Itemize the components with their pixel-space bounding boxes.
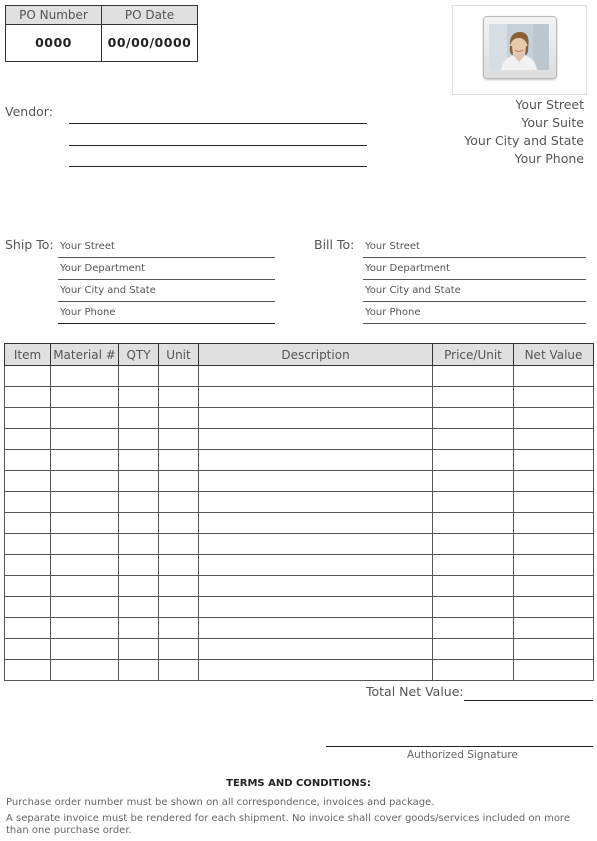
table-cell[interactable] [119,597,159,618]
table-cell[interactable] [51,408,119,429]
table-cell[interactable] [514,576,594,597]
bill-to-line-3 [363,301,586,302]
table-cell[interactable] [5,408,51,429]
table-cell[interactable] [159,639,199,660]
table-cell[interactable] [5,429,51,450]
table-cell[interactable] [119,408,159,429]
table-cell[interactable] [159,534,199,555]
table-cell[interactable] [514,639,594,660]
bill-to-department[interactable]: Your Department [365,263,451,274]
bill-to-street[interactable]: Your Street [365,241,420,252]
vendor-line-2[interactable] [69,145,367,146]
company-phone: Your Phone [514,151,584,166]
table-cell[interactable] [5,387,51,408]
table-cell[interactable] [5,660,51,681]
table-cell[interactable] [51,387,119,408]
po-info-box [5,5,198,62]
table-row [5,660,594,681]
table-cell[interactable] [51,513,119,534]
total-net-value-label: Total Net Value: [366,684,464,699]
table-row [5,450,594,471]
vendor-label: Vendor: [5,104,53,119]
table-cell[interactable] [119,534,159,555]
table-cell[interactable] [159,513,199,534]
ship-to-line-3 [58,301,275,302]
column-header-material: Material # [51,344,119,366]
table-cell[interactable] [433,639,514,660]
table-cell[interactable] [5,597,51,618]
table-cell[interactable] [514,660,594,681]
po-number-label: PO Number [6,6,101,25]
po-number-column [6,6,101,61]
column-header-price-unit: Price/Unit [433,344,514,366]
table-row [5,618,594,639]
table-cell[interactable] [5,576,51,597]
table-cell[interactable] [514,429,594,450]
table-cell[interactable] [433,555,514,576]
table-cell[interactable] [119,387,159,408]
table-cell[interactable] [514,597,594,618]
table-cell[interactable] [514,471,594,492]
table-cell[interactable] [51,450,119,471]
table-cell[interactable] [119,450,159,471]
ship-to-phone[interactable]: Your Phone [60,307,116,318]
table-row [5,471,594,492]
table-cell[interactable] [119,492,159,513]
table-row [5,366,594,387]
bill-to-city-state[interactable]: Your City and State [365,285,461,296]
ship-to-street[interactable]: Your Street [60,241,115,252]
table-cell[interactable] [433,408,514,429]
table-cell[interactable] [159,555,199,576]
table-cell[interactable] [51,471,119,492]
table-cell[interactable] [159,408,199,429]
table-row [5,555,594,576]
table-row [5,597,594,618]
table-cell[interactable] [159,429,199,450]
table-cell[interactable] [159,492,199,513]
table-cell[interactable] [119,471,159,492]
bill-to-phone[interactable]: Your Phone [365,307,421,318]
table-row [5,513,594,534]
table-cell[interactable] [514,450,594,471]
table-cell[interactable] [433,660,514,681]
table-cell[interactable] [51,618,119,639]
table-cell[interactable] [514,492,594,513]
table-cell[interactable] [433,513,514,534]
ship-to-line-4 [58,323,275,324]
table-cell[interactable] [159,576,199,597]
table-cell[interactable] [51,555,119,576]
table-cell[interactable] [119,576,159,597]
column-header-unit: Unit [159,344,199,366]
items-table [4,343,594,681]
table-cell[interactable] [159,471,199,492]
table-cell[interactable] [433,618,514,639]
table-cell[interactable] [159,597,199,618]
table-cell[interactable] [51,366,119,387]
ship-to-label: Ship To: [5,237,54,252]
column-header-net-value: Net Value [514,344,594,366]
table-cell[interactable] [199,429,433,450]
table-cell[interactable] [51,492,119,513]
table-cell[interactable] [514,513,594,534]
table-cell[interactable] [119,366,159,387]
table-cell[interactable] [119,555,159,576]
bill-to-line-2 [363,279,586,280]
table-cell[interactable] [514,387,594,408]
table-cell[interactable] [5,492,51,513]
bill-to-line-4 [363,323,586,324]
table-cell[interactable] [159,618,199,639]
table-cell[interactable] [433,387,514,408]
table-row [5,408,594,429]
vendor-line-1[interactable] [69,123,367,124]
table-cell[interactable] [51,429,119,450]
table-cell[interactable] [199,534,433,555]
signature-line[interactable] [326,746,593,747]
table-cell[interactable] [5,555,51,576]
table-cell[interactable] [433,576,514,597]
table-cell[interactable] [199,597,433,618]
person-photo-icon [489,24,549,70]
terms-line-2: A separate invoice must be rendered for each shipment. No invoice shall cover goods/services included on more than one purchase order. [6,813,570,836]
ship-to-city-state[interactable]: Your City and State [60,285,156,296]
terms-title: TERMS AND CONDITIONS: [226,778,371,789]
company-street: Your Street [515,97,584,112]
table-cell[interactable] [514,408,594,429]
ship-to-line-2 [58,279,275,280]
company-city-state: Your City and State [464,133,584,148]
column-header-description: Description [199,344,433,366]
table-row [5,429,594,450]
table-row [5,639,594,660]
table-cell[interactable] [433,429,514,450]
table-cell[interactable] [5,450,51,471]
table-header-row [5,344,594,366]
table-cell[interactable] [5,366,51,387]
table-cell[interactable] [159,450,199,471]
ship-to-department[interactable]: Your Department [60,263,146,274]
table-cell[interactable] [51,534,119,555]
vendor-line-3[interactable] [69,166,367,167]
table-cell[interactable] [199,366,433,387]
table-cell[interactable] [159,660,199,681]
table-cell[interactable] [5,639,51,660]
table-cell[interactable] [199,450,433,471]
table-cell[interactable] [199,471,433,492]
bill-to-label: Bill To: [314,237,355,252]
table-row [5,576,594,597]
table-cell[interactable] [119,429,159,450]
table-cell[interactable] [433,492,514,513]
table-cell[interactable] [119,618,159,639]
table-cell[interactable] [199,408,433,429]
table-cell[interactable] [433,597,514,618]
authorized-signature-label: Authorized Signature [407,749,518,761]
table-cell[interactable] [51,597,119,618]
table-cell[interactable] [514,555,594,576]
total-net-value-field[interactable] [464,700,593,701]
table-cell[interactable] [514,618,594,639]
table-cell[interactable] [199,660,433,681]
table-cell[interactable] [119,639,159,660]
table-cell[interactable] [5,513,51,534]
table-cell[interactable] [51,660,119,681]
table-cell[interactable] [199,387,433,408]
table-cell[interactable] [119,513,159,534]
po-number-value[interactable]: 0000 [35,35,72,50]
table-cell[interactable] [514,534,594,555]
po-date-column [101,6,197,61]
table-row [5,534,594,555]
table-cell[interactable] [433,450,514,471]
table-cell[interactable] [159,366,199,387]
bill-to-line-1 [363,257,586,258]
company-photo [489,24,549,70]
table-cell[interactable] [51,639,119,660]
table-cell[interactable] [199,639,433,660]
po-date-value[interactable]: 00/00/0000 [107,35,192,50]
table-cell[interactable] [199,576,433,597]
terms-line-1: Purchase order number must be shown on all correspondence, invoices and package. [6,797,435,808]
table-cell[interactable] [199,492,433,513]
table-row [5,492,594,513]
table-cell[interactable] [5,471,51,492]
table-cell[interactable] [159,387,199,408]
items-table-body [5,366,594,681]
table-cell[interactable] [514,366,594,387]
table-cell[interactable] [199,513,433,534]
table-cell[interactable] [433,366,514,387]
table-cell[interactable] [51,576,119,597]
po-date-label: PO Date [102,6,197,25]
table-cell[interactable] [199,618,433,639]
table-cell[interactable] [433,471,514,492]
column-header-item: Item [5,344,51,366]
ship-to-line-1 [58,257,275,258]
table-cell[interactable] [119,660,159,681]
table-cell[interactable] [5,534,51,555]
table-cell[interactable] [5,618,51,639]
company-suite: Your Suite [521,115,584,130]
table-row [5,387,594,408]
column-header-qty: QTY [119,344,159,366]
table-cell[interactable] [199,555,433,576]
table-cell[interactable] [433,534,514,555]
